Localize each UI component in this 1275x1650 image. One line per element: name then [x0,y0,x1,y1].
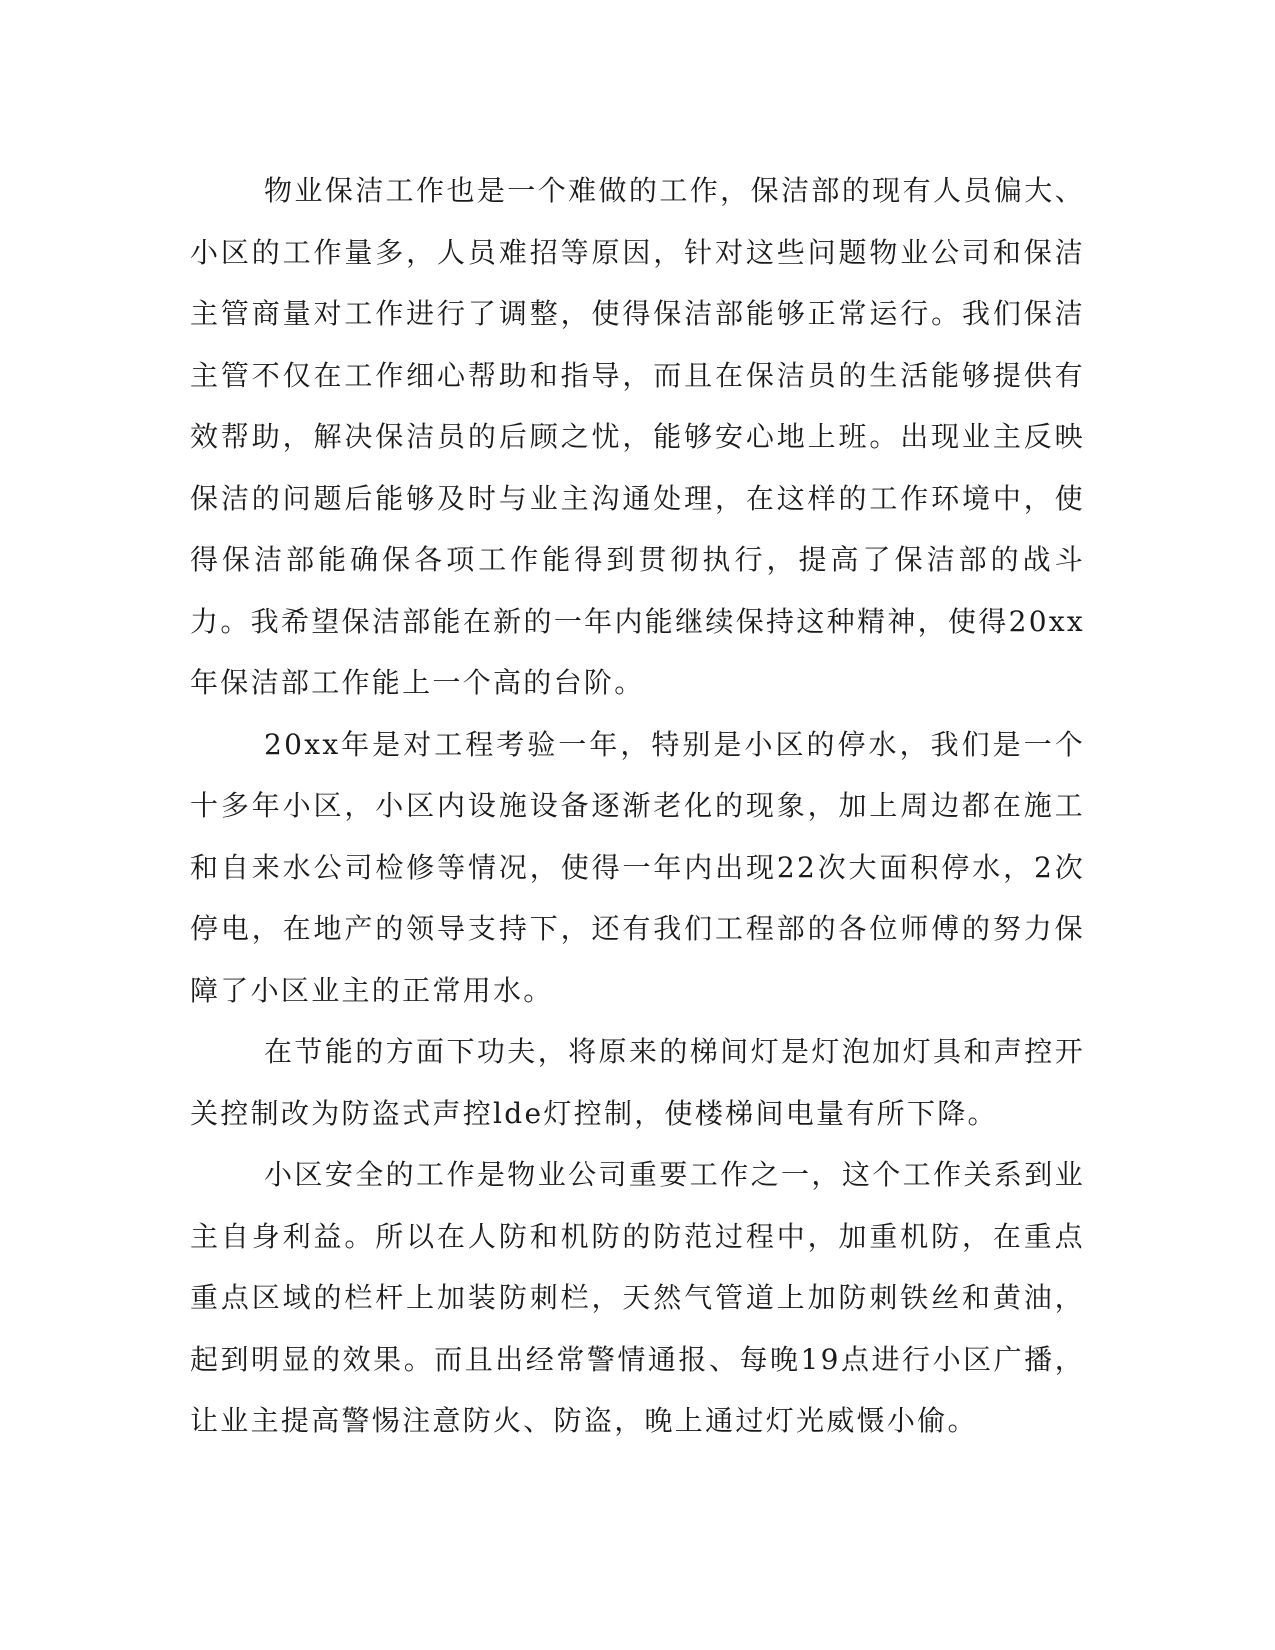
paragraph-energy-saving: 在节能的方面下功夫，将原来的梯间灯是灯泡加灯具和声控开关控制改为防盗式声控lde灯控制，使楼梯间电量有所下降。 [190,1035,1085,1130]
paragraph-cleaning: 物业保洁工作也是一个难做的工作，保洁部的现有人员偏大、小区的工作量多，人员难招等原因，针对这些问题物业公司和保洁主管商量对工作进行了调整，使得保洁部能够正常运行。我们保洁主管不仅在工作细心帮助和指导，而且在保洁员的生活能够提供有效帮助，解决保洁员的后顾之忧，能够安心地上班。出现业主反映保洁的问题后能够及时与业主沟通处理，在这样的工作环境中，使得保洁部能确保各项工作能得到贯彻执行，提高了保洁部的战斗力。我希望保洁部能在新的一年内能继续保持这种精神，使得20xx年保洁部工作能上一个高的台阶。 [190,174,1085,699]
paragraph-engineering: 20xx年是对工程考验一年，特别是小区的停水，我们是一个十多年小区，小区内设施设备逐渐老化的现象，加上周边都在施工和自来水公司检修等情况，使得一年内出现22次大面积停水，2次停电，在地产的领导支持下，还有我们工程部的各位师傅的努力保障了小区业主的正常用水。 [190,727,1085,1007]
paragraph-security: 小区安全的工作是物业公司重要工作之一，这个工作关系到业主自身利益。所以在人防和机防的防范过程中，加重机防，在重点重点区域的栏杆上加装防刺栏，天然气管道上加防刺铁丝和黄油，起到明显的效果。而且出经常警情通报、每晚19点进行小区广播，让业主提高警惕注意防火、防盗，晚上通过灯光威慑小偷。 [190,1158,1085,1437]
document-body [190,160,1085,1452]
